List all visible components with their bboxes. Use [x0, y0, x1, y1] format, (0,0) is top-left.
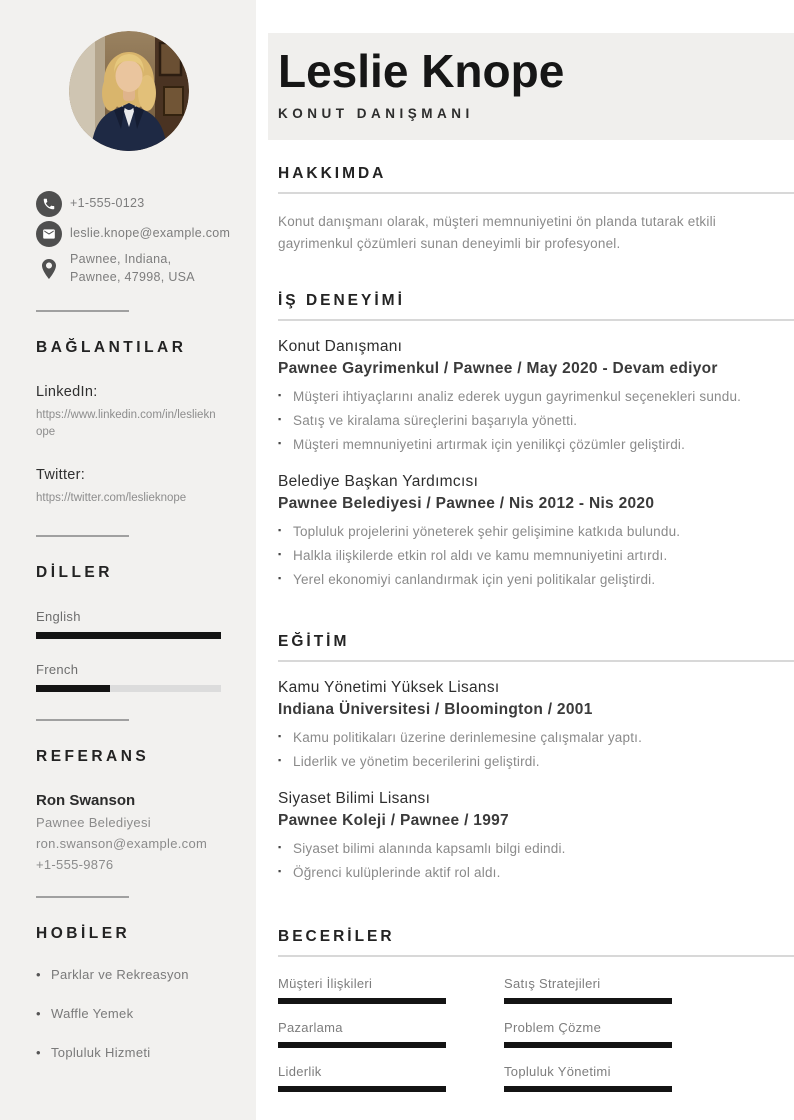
- skill-name: Topluluk Yönetimi: [504, 1064, 611, 1080]
- skill-level-bar: [278, 1086, 446, 1092]
- section-divider: [278, 955, 794, 957]
- twitter-url[interactable]: https://twitter.com/leslieknope: [36, 492, 187, 505]
- sidebar-divider: [36, 719, 129, 721]
- linkedin-label: LinkedIn:: [36, 384, 98, 400]
- degree-bullet-list: [278, 730, 766, 769]
- reference-heading: REFERANS: [36, 748, 150, 766]
- skill-item: [278, 1064, 446, 1092]
- skill-name: Liderlik: [278, 1064, 322, 1080]
- location-icon: [36, 256, 62, 282]
- job-bullet: ▪ Müşteri ihtiyaçlarını analiz ederek uygun gayrimenkul seçenekleri sundu.: [278, 389, 766, 404]
- degree-subtitle: Pawnee Koleji / Pawnee / 1997: [278, 812, 509, 830]
- person-job-title: KONUT DANIŞMANI: [278, 105, 474, 121]
- header-band: [268, 33, 794, 140]
- skill-item: [504, 1020, 672, 1048]
- skills-heading: BECERİLER: [278, 928, 395, 946]
- language-item: [36, 609, 221, 639]
- twitter-label: Twitter:: [36, 467, 86, 484]
- portrait-illustration: [69, 31, 189, 151]
- about-text: Konut danışmanı olarak, müşteri memnuniyetini ön planda tutarak etkili gayrimenkul çözümleri sunan deneyimli bir profesyonel.: [278, 214, 716, 251]
- education-heading: EĞİTİM: [278, 633, 350, 651]
- language-item: [36, 662, 221, 692]
- education-entry: [278, 790, 766, 880]
- language-level-bar: [36, 632, 221, 639]
- contact-info: [36, 191, 231, 286]
- skill-level-bar: [504, 1086, 672, 1092]
- contact-phone: [36, 191, 221, 217]
- experience-heading: İŞ DENEYİMİ: [278, 292, 405, 310]
- profile-photo: [69, 31, 189, 151]
- skills-section: [268, 928, 794, 1092]
- skill-level-bar: [278, 998, 446, 1004]
- job-bullet-list: [278, 389, 766, 452]
- degree-title: Kamu Yönetimi Yüksek Lisansı: [278, 679, 500, 697]
- job-bullet: ▪ Topluluk projelerini yöneterek şehir gelişimine katkıda bulundu.: [278, 524, 766, 539]
- skill-name: Problem Çözme: [504, 1020, 602, 1036]
- links-heading: BAĞLANTILAR: [36, 339, 187, 356]
- person-name: Leslie Knope: [278, 45, 565, 97]
- skills-grid: [278, 976, 794, 1092]
- languages-heading: DİLLER: [36, 564, 113, 582]
- skill-level-bar: [504, 998, 672, 1004]
- phone-icon: [36, 191, 62, 217]
- reference-name: Ron Swanson: [36, 792, 136, 810]
- sidebar-divider: [36, 535, 129, 537]
- reference-phone: +1-555-9876: [36, 857, 114, 873]
- language-level-bar: [36, 685, 221, 692]
- skill-level-bar: [504, 1042, 672, 1048]
- job-bullet: ▪ Yerel ekonomiyi canlandırmak için yeni politikalar geliştirdi.: [278, 572, 766, 587]
- degree-bullet: ▪ Liderlik ve yönetim becerilerini geliştirdi.: [278, 754, 766, 769]
- job-bullet: ▪ Müşteri memnuniyetini artırmak için yenilikçi çözümler geliştirdi.: [278, 437, 766, 452]
- skill-item: [278, 1020, 446, 1048]
- reference-email: ron.swanson@example.com: [36, 836, 208, 852]
- hobby-item: • Topluluk Hizmeti: [36, 1045, 221, 1060]
- job-title: Belediye Başkan Yardımcısı: [278, 473, 479, 491]
- skill-name: Müşteri İlişkileri: [278, 976, 373, 992]
- contact-location-text: Pawnee, Indiana, Pawnee, 47998, USA: [70, 252, 195, 284]
- skill-item: [278, 976, 446, 1004]
- education-section: [268, 633, 794, 880]
- experience-section: [268, 292, 794, 587]
- email-icon: [36, 221, 62, 247]
- experience-entry: [278, 338, 766, 452]
- contact-location: [36, 251, 221, 286]
- skill-name: Pazarlama: [278, 1020, 343, 1036]
- hobby-item: • Parklar ve Rekreasyon: [36, 967, 221, 982]
- degree-bullet: ▪ Siyaset bilimi alanında kapsamlı bilgi edindi.: [278, 841, 766, 856]
- contact-email-text: leslie.knope@example.com: [70, 226, 231, 241]
- language-name: French: [36, 662, 79, 678]
- reference-company: Pawnee Belediyesi: [36, 815, 151, 831]
- sidebar: [0, 0, 256, 1120]
- main-column: [268, 0, 794, 1092]
- about-heading: HAKKIMDA: [278, 165, 387, 182]
- section-divider: [278, 192, 794, 194]
- skill-item: [504, 976, 672, 1004]
- skill-name: Satış Stratejileri: [504, 976, 601, 992]
- section-divider: [278, 660, 794, 662]
- degree-bullet-list: [278, 841, 766, 880]
- job-bullet: ▪ Satış ve kiralama süreçlerini başarıyla yönetti.: [278, 413, 766, 428]
- degree-bullet: ▪ Öğrenci kulüplerinde aktif rol aldı.: [278, 865, 766, 880]
- job-subtitle: Pawnee Gayrimenkul / Pawnee / May 2020 - Devam ediyor: [278, 360, 718, 378]
- sidebar-divider: [36, 310, 129, 312]
- degree-title: Siyaset Bilimi Lisansı: [278, 790, 431, 808]
- contact-email: [36, 221, 231, 247]
- about-section: [268, 165, 794, 254]
- hobby-item: • Waffle Yemek: [36, 1006, 221, 1021]
- degree-subtitle: Indiana Üniversitesi / Bloomington / 2001: [278, 701, 593, 719]
- experience-entry: [278, 473, 766, 587]
- sidebar-divider: [36, 896, 129, 898]
- section-divider: [278, 319, 794, 321]
- job-bullet: ▪ Halkla ilişkilerde etkin rol aldı ve kamu memnuniyetini artırdı.: [278, 548, 766, 563]
- hobbies-heading: HOBİLER: [36, 925, 131, 943]
- degree-bullet: ▪ Kamu politikaları üzerine derinlemesine çalışmalar yaptı.: [278, 730, 766, 745]
- linkedin-url[interactable]: https://www.linkedin.com/in/leslieknope: [36, 409, 216, 438]
- job-title: Konut Danışmanı: [278, 338, 403, 356]
- skill-level-bar: [278, 1042, 446, 1048]
- education-entry: [278, 679, 766, 769]
- language-name: English: [36, 609, 81, 625]
- skill-item: [504, 1064, 672, 1092]
- job-subtitle: Pawnee Belediyesi / Pawnee / Nis 2012 - Nis 2020: [278, 495, 655, 513]
- job-bullet-list: [278, 524, 766, 587]
- contact-phone-text: +1-555-0123: [70, 196, 145, 211]
